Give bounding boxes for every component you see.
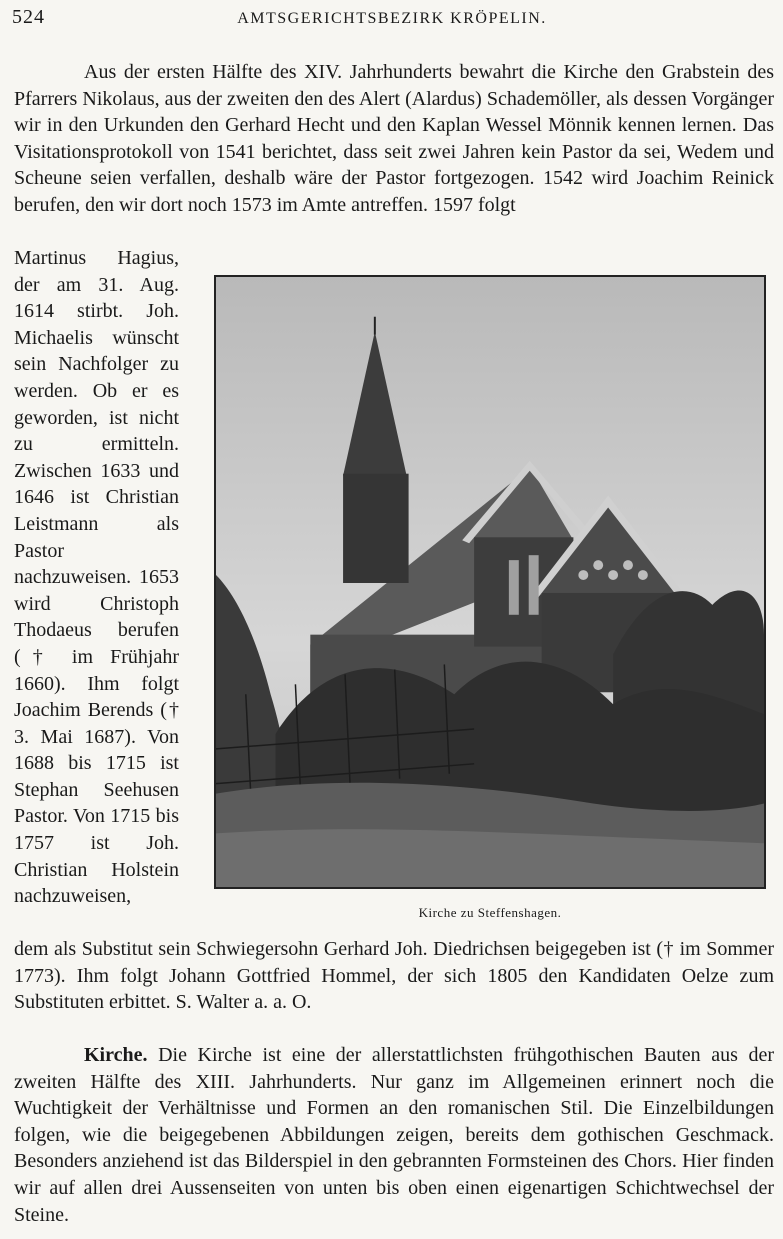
running-head: AMTSGERICHTSBEZIRK KRÖPELIN. — [237, 10, 547, 27]
paragraph-continuation — [14, 936, 774, 1016]
paragraph-continuation-text: dem als Substitut sein Schwiegersohn Gerhard Joh. Diedrichsen beigegeben ist († im Sommer 1773). Ihm folgt Johann Gottfried Hommel, der sich 1805 den Kandidaten Oelze zum Substituten erbittet. S. Walter a. a. O. — [14, 938, 774, 1013]
paragraph-intro-text: Aus der ersten Hälfte des XIV. Jahrhunderts bewahrt die Kirche den Grabstein des Pfarrers Nikolaus, aus der zweiten den des Alert (Alardus) Schademöller, als dessen Vorgänger wir in den Urkunden den Gerhard Hecht und den Kaplan Wessel Mönnik kennen lernen. Das Visitationsprotokoll von 1541 berichtet, dass seit zwei Jahren kein Pastor da sei, Wedem und Scheune seien verfallen, deshalb wäre der Pastor fortgezogen. 1542 wird Joachim Reinick berufen, den wir dort noch 1573 im Amte antreffen. 1597 folgt — [14, 61, 774, 216]
paragraph-kirche — [14, 1042, 774, 1228]
church-photograph-icon — [216, 277, 764, 887]
paragraph-intro — [14, 59, 774, 218]
page-header — [12, 6, 772, 34]
section-body: Die Kirche ist eine der allerstattlichsten frühgothischen Bauten aus der zweiten Hälfte des XIII. Jahrhunderts. Nur ganz im Allgemeinen erinnert noch die Wuchtigkeit der Verhältnisse und Formen an den romanischen Stil. Die Einzelbildungen folgen, wie die beigegebenen Abbildungen zeigen, bereits dem gothischen Geschmack. Besonders anziehend ist das Bilderspiel in den gebrannten Formsteinen des Chors. Hier finden wir auf allen drei Aussenseiten von unten bis oben einen eigenartigen Schichtwechsel der Steine. — [14, 1044, 774, 1226]
side-column-text — [14, 245, 179, 910]
side-column-paragraph: Martinus Hagius, der am 31. Aug. 1614 stirbt. Joh. Michaelis wünscht sein Nachfolger zu werden. Ob er es geworden, ist nicht zu ermitteln. Zwischen 1633 und 1646 ist Christian Leistmann als Pastor nachzuweisen. 1653 wird Christoph Thodaeus berufen († im Frühjahr 1660). Ihm folgt Joachim Berends († 3. Mai 1687). Von 1688 bis 1715 ist Stephan Seehusen Pastor. Von 1715 bis 1757 ist Joh. Christian Holstein nachzuweisen, — [14, 247, 179, 908]
page-number: 524 — [12, 6, 45, 28]
church-photograph — [214, 275, 766, 889]
paragraph-kirche-text — [14, 1042, 774, 1228]
figure-caption: Kirche zu Steffenshagen. — [418, 905, 562, 920]
section-lead: Kirche. — [84, 1044, 148, 1066]
